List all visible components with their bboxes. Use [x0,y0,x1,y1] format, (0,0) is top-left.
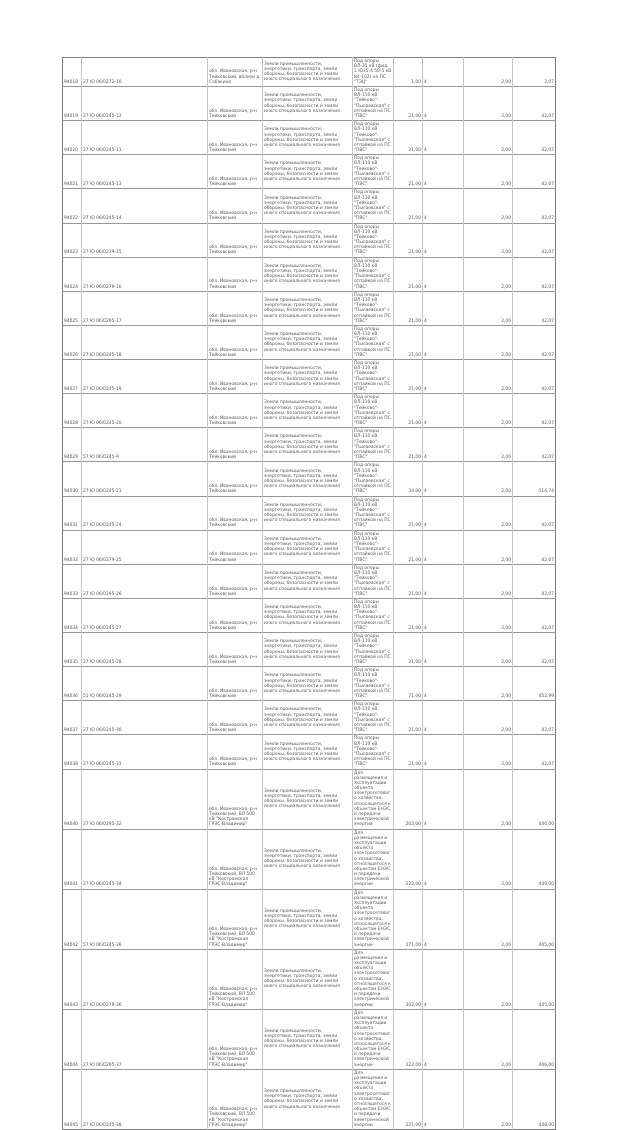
table-cell-code-value: 4 [423,701,464,735]
table-cell-area-value: 202,00 [394,769,423,829]
table-cell-value-3: 446,00 [513,769,556,829]
table-cell-row-id: 94030 [63,462,82,496]
table-cell-address: обл. Ивановская, р-н Тейковский [208,87,263,121]
table-cell-land-category: Земли промышленности, энергетики, транспорта, земли обороны, безопасности и земли иного специального назначения [263,633,353,667]
table-cell-area-value: 21,00 [394,633,423,667]
table-cell-code-value: 4 [423,394,464,428]
table-cell-land-category: Земли промышленности, энергетики, транспорта, земли обороны, безопасности и земли иного специального назначения [263,701,353,735]
table-cell-value-3: 42,07 [513,394,556,428]
table-row [63,701,556,735]
table-cell-value-2: 2,00 [464,598,513,632]
table-cell-value-2: 2,00 [464,121,513,155]
table-cell-permitted-use: Под опоры ВЛ-110 кВ "Тейково"-"Пылаевская" с отпайкой на ПС "ПВС" [353,155,394,189]
table-cell-doc-number: 27 Ю 06/0245-31 [82,735,208,769]
table-cell-permitted-use: Для размещения и эксплуатации объекта электросетевого хозяйства, относящегося к объектам ЕНЭС, и передачи электрической энергии [353,949,394,1009]
table-row [63,360,556,394]
table-cell-address: обл. Ивановская, р-н Тейковский [208,701,263,735]
table-cell-value-2: 2,00 [464,325,513,359]
table-row [63,462,556,496]
table-row [63,291,556,325]
table-cell-value-2: 2,00 [464,949,513,1009]
registry-table [62,57,556,1130]
table-cell-code-value: 4 [423,1069,464,1129]
table-cell-code-value: 4 [423,598,464,632]
table-cell-address: обл. Ивановская, р-н Тейковский, ВЛ 500 кВ "Костромская ГРЭС-Владимир" [208,1009,263,1069]
table-cell-row-id: 94026 [63,325,82,359]
table-cell-code-value: 4 [423,1009,464,1069]
table-cell-row-id: 94031 [63,496,82,530]
table-cell-land-category: Земли промышленности, энергетики, транспорта, земли обороны, безопасности и земли иного специального назначения [263,394,353,428]
table-cell-area-value: 171,00 [394,889,423,949]
table-cell-area-value: 21,00 [394,257,423,291]
table-cell-area-value: 71,00 [394,667,423,701]
table-row [63,889,556,949]
table-cell-value-2: 2,00 [464,889,513,949]
table-cell-code-value: 4 [423,155,464,189]
table-cell-row-id: 94035 [63,633,82,667]
table-cell-land-category: Земли промышленности, энергетики, транспорта, земли обороны, безопасности и земли иного специального назначения [263,325,353,359]
table-cell-area-value: 1,00 [394,58,423,87]
table-cell-doc-number: 27 Ю 06/0245-27 [82,598,208,632]
table-cell-code-value: 4 [423,121,464,155]
table-row [63,949,556,1009]
table-row [63,667,556,701]
table-cell-land-category: Земли промышленности, энергетики, транспорта, земли обороны, безопасности и земли иного специального назначения [263,1009,353,1069]
table-cell-address: обл. Ивановская, р-н Тейковский, ВЛ 500 кВ "Костромская ГРЭС-Владимир" [208,889,263,949]
table-row [63,564,556,598]
table-cell-area-value: 34,00 [394,462,423,496]
table-cell-value-3: 446,00 [513,1009,556,1069]
table-cell-land-category: Земли промышленности, энергетики, транспорта, земли обороны, безопасности и земли иного специального назначения [263,155,353,189]
table-cell-doc-number: 27 Ю 06/0295-37 [82,1009,208,1069]
table-cell-row-id: 94018 [64,79,78,85]
table-cell-permitted-use: Под опоры ВЛ-35 кВ (фид. 1 Ю35-4 50-5 кВ 84-102) на ПС "ТЭЦ" [353,58,394,87]
table-row [63,735,556,769]
table-cell-row-id: 94028 [63,394,82,428]
table-cell-area-value: 221,00 [394,1069,423,1129]
table-cell-value-3: 42,07 [513,428,556,462]
table-cell-permitted-use: Под опоры ВЛ-110 кВ "Тейково"-"Пылаевская" с отпайкой на ПС "ПВС" [353,667,394,701]
table-cell-value-2: 2,00 [464,667,513,701]
table-cell-land-category: Земли промышленности, энергетики, транспорта, земли обороны, безопасности и земли иного специального назначения [263,360,353,394]
table-row [63,223,556,257]
table-cell-land-category: Земли промышленности, энергетики, транспорта, земли обороны, безопасности и земли иного специального назначения [263,291,353,325]
table-cell-address: обл. Ивановская, р-н Тейковский [208,564,263,598]
table-cell-doc-number: 27 Ю 06/0245-38 [82,1069,208,1129]
table-row [63,769,556,829]
table-cell-value-3: 42,07 [513,325,556,359]
table-cell-row-id: 94022 [63,189,82,223]
table-row [63,121,556,155]
table-row [63,530,556,564]
table-cell-address: обл. Ивановская, р-н Тейковский [208,257,263,291]
table-cell-land-category: Земли промышленности, энергетики, транспорта, земли обороны, безопасности и земли иного специального назначения [263,530,353,564]
table-cell-address: обл. Ивановская, р-н Тейковский [208,121,263,155]
table-cell-value-3: 42,07 [513,223,556,257]
table-cell-area-value: 302,00 [394,949,423,1009]
table-cell-doc-number: 27 Ю 06/0245-24 [82,496,208,530]
table-cell-value-3: 449,00 [513,829,556,889]
table-row [63,189,556,223]
table-cell-row-id: 94043 [63,949,82,1009]
table-cell-value-3: 2,07 [513,58,556,87]
table-cell-value-3: 42,07 [513,87,556,121]
table-row [63,829,556,889]
table-cell-row-id: 94025 [63,291,82,325]
table-cell-area-value: 222,00 [394,1009,423,1069]
table-cell-code-value: 4 [423,633,464,667]
table-cell-permitted-use: Под опоры ВЛ-110 кВ "Тейково"-"Пылаевская" с отпайкой на ПС "ПВС" [353,735,394,769]
table-cell-code-value: 4 [423,530,464,564]
table-cell-area-value: 222,00 [394,829,423,889]
table-cell-area-value: 21,00 [394,598,423,632]
table-cell-value-2: 2,00 [464,189,513,223]
table-cell-value-3: 42,07 [513,257,556,291]
table-cell-land-category: Земли промышленности, энергетики, транспорта, земли обороны, безопасности и земли иного специального назначения [263,1069,353,1129]
table-cell-code-value: 4 [423,257,464,291]
table-cell-land-category: Земли промышленности, энергетики, транспорта, земли обороны, безопасности и земли иного специального назначения [263,189,353,223]
table-cell-land-category: Земли промышленности, энергетики, транспорта, земли обороны, безопасности и земли иного специального назначения [263,496,353,530]
table-cell-permitted-use: Под опоры ВЛ-110 кВ "Тейково"-"Пылаевская" с отпайкой на ПС "ПВС" [353,701,394,735]
table-cell-row-id: 94021 [63,155,82,189]
table-cell-value-2: 2,00 [464,462,513,496]
table-cell-code-value: 4 [423,223,464,257]
table-cell-land-category: Земли промышленности, энергетики, транспорта, земли обороны, безопасности и земли иного специального назначения [263,87,353,121]
table-cell-land-category: Земли промышленности, энергетики, транспорта, земли обороны, безопасности и земли иного специального назначения [263,462,353,496]
table-cell-code-value: 4 [423,58,464,87]
table-cell-code-value: 4 [423,87,464,121]
table-cell-value-3: 42,07 [513,121,556,155]
table-cell-address: обл. Ивановская, р-н Тейковский [208,598,263,632]
table-cell-address: обл. Ивановская, р-н Тейковский, вблизи д. Собакино [208,58,263,87]
table-cell-row-id: 94019 [63,87,82,121]
table-cell-address: обл. Ивановская, р-н Тейковский [208,428,263,462]
table-cell-address: обл. Ивановская, р-н Тейковский [208,325,263,359]
table-cell-land-category: Земли промышленности, энергетики, транспорта, земли обороны, безопасности и земли иного специального назначения [263,889,353,949]
table-cell-value-2: 2,00 [464,155,513,189]
table-cell-permitted-use: Под опоры ВЛ-110 кВ "Тейково"-"Пылаевская" с отпайкой на ПС "ПВС" [353,360,394,394]
table-cell-row-id: 94044 [63,1009,82,1069]
table-cell-code-value: 4 [423,889,464,949]
table-cell-doc-number: 57 Ю 06/0245-36 [82,889,208,949]
table-cell-value-2: 2,00 [464,428,513,462]
table-cell-address: обл. Ивановская, р-н Тейковский [208,667,263,701]
table-cell-area-value: 21,00 [394,428,423,462]
table-cell-area-value: 21,00 [394,87,423,121]
table-cell-area-value: 21,00 [394,701,423,735]
table-cell-value-3: 42,07 [513,633,556,667]
table-cell-value-2: 2,00 [464,1009,513,1069]
table-cell-value-3: 42,07 [513,735,556,769]
table-cell-address: обл. Ивановская, р-н Тейковский [208,223,263,257]
table-cell-land-category: Земли промышленности, энергетики, транспорта, земли обороны, безопасности и земли иного специального назначения [263,58,353,87]
table-row [63,1009,556,1069]
table-cell-code-value: 4 [423,735,464,769]
table-cell-permitted-use: Под опоры ВЛ-110 кВ "Тейково"-"Пылаевская" с отпайкой на ПС "ПВС" [353,189,394,223]
table-cell-value-3: 42,07 [513,564,556,598]
table-row [63,155,556,189]
table-cell-value-2: 2,00 [464,530,513,564]
table-cell-area-value: 21,00 [394,155,423,189]
table-cell-row-id: 94034 [63,598,82,632]
table-cell-address: обл. Ивановская, р-н Тейковский, ВЛ 500 кВ "Костромская ГРЭС-Владимир" [208,949,263,1009]
table-cell-land-category: Земли промышленности, энергетики, транспорта, земли обороны, безопасности и земли иного специального назначения [263,829,353,889]
table-cell-permitted-use: Под опоры ВЛ-110 кВ "Тейково"-"Пылаевская" с отпайкой на ПС "ПВС" [353,530,394,564]
table-cell-permitted-use: Под опоры ВЛ-110 кВ "Тейково"-"Пылаевская" с отпайкой на ПС "ПВС" [353,121,394,155]
table-cell-permitted-use: Для размещения и эксплуатации объекта электросетевого хозяйства, относящегося к объектам ЕНЭС, и передачи электрической энергии [353,769,394,829]
table-cell-area-value: 21,00 [394,496,423,530]
table-cell-value-2: 2,00 [464,701,513,735]
table-cell-permitted-use: Под опоры ВЛ-110 кВ "Тейково"-"Пылаевская" с отпайкой на ПС "ПВС" [353,291,394,325]
table-cell-area-value: 21,00 [394,291,423,325]
table-cell-value-3: 42,07 [513,360,556,394]
table-cell-doc-number: 27 Ю 06/0245-30 [82,701,208,735]
table-cell-value-2: 2,00 [464,291,513,325]
table-cell-code-value: 4 [423,360,464,394]
table-cell-land-category: Земли промышленности, энергетики, транспорта, земли обороны, безопасности и земли иного специального назначения [263,667,353,701]
table-cell-row-id: 94024 [63,257,82,291]
table-cell-address: обл. Ивановская, р-н Тейковский, ВЛ 500 кВ "Костромская ГРЭС-Владимир" [208,769,263,829]
table-cell-permitted-use: Под опоры ВЛ-110 кВ "Тейково"-"Пылаевская" с отпайкой на ПС "ПВС" [353,462,394,496]
table-cell-address: обл. Ивановская, р-н Тейковский [208,496,263,530]
table-cell-row-id: 94040 [63,769,82,829]
table-cell-doc-number: 27 Ю 06/0245-18 [82,325,208,359]
table-cell-permitted-use: Под опоры ВЛ-110 кВ "Тейково"-"Пылаевская" с отпайкой на ПС "ПВС" [353,325,394,359]
table-cell-value-3: 42,07 [513,155,556,189]
table-cell-doc-number: 27 Ю 06/0245-11 [82,121,208,155]
table-cell-address: обл. Ивановская, р-н Тейковский [208,189,263,223]
table-cell-address: обл. Ивановская, р-н Тейковский [208,394,263,428]
table-cell-doc-number: 51 Ю 06/0245-29 [82,667,208,701]
table-cell-doc-number: 27 Ю 06/0245-14 [82,189,208,223]
table-row [63,1069,556,1129]
table-cell-code-value: 4 [423,462,464,496]
table-cell-land-category: Земли промышленности, энергетики, транспорта, земли обороны, безопасности и земли иного специального назначения [263,949,353,1009]
table-cell-land-category: Земли промышленности, энергетики, транспорта, земли обороны, безопасности и земли иного специального назначения [263,769,353,829]
table-cell-code-value: 4 [423,428,464,462]
table-cell-doc-number: 27 Ю 06/0245-12 [82,87,208,121]
table-cell-address: обл. Ивановская, р-н Тейковский, ВЛ 500 кВ "Костромская ГРЭС-Владимир" [208,829,263,889]
table-cell-doc-number: 27 Ю 06/0245-19 [82,360,208,394]
table-cell-doc-number: 27 Ю 06/0279-36 [82,949,208,1009]
table-cell-doc-number: 27 Ю 06/0245-20 [82,394,208,428]
table-cell-code-value: 4 [423,189,464,223]
table-cell-row-id: 94023 [63,223,82,257]
table-cell-area-value: 21,00 [394,360,423,394]
table-cell-code-value: 4 [423,829,464,889]
table-cell-code-value: 4 [423,291,464,325]
table-cell-address: обл. Ивановская, р-н Тейковский [208,633,263,667]
table-cell-doc-number: 27 Ю 06/0245-13 [82,155,208,189]
table-cell-value-2: 2,00 [464,735,513,769]
table-row [63,428,556,462]
table-cell-row-id: 94042 [63,889,82,949]
table-cell-address: обл. Ивановская, р-н Тейковский [208,530,263,564]
table-cell-permitted-use: Для размещения и эксплуатации объекта электросетевого хозяйства, относящегося к объектам ЕНЭС, и передачи электрической энергии [353,829,394,889]
table-cell-value-2: 2,00 [464,564,513,598]
table-cell-code-value: 4 [423,949,464,1009]
table-cell-land-category: Земли промышленности, энергетики, транспорта, земли обороны, безопасности и земли иного специального назначения [263,223,353,257]
table-row [63,496,556,530]
table-cell-value-3: 114,74 [513,462,556,496]
table-cell-value-2: 2,00 [464,829,513,889]
table-cell-doc-number: 27 Ю 06/0279-25 [82,530,208,564]
table-cell-area-value: 21,00 [394,223,423,257]
table-cell-permitted-use: Под опоры ВЛ-110 кВ "Тейково"-"Пылаевская" с отпайкой на ПС "ПВС" [353,87,394,121]
table-cell-area-value: 21,00 [394,394,423,428]
table-cell-value-2: 2,00 [464,633,513,667]
table-cell-doc-number: 27 Ю 06/0295-26 [82,564,208,598]
table-cell-doc-number: 27 Ю 06/0245-28 [82,633,208,667]
table-cell-address: обл. Ивановская, р-н Тейковский, ВЛ 500 кВ "Костромская ГРЭС-Владимир" [208,1069,263,1129]
table-row [63,257,556,291]
table-cell-value-2: 2,00 [464,496,513,530]
table-cell-doc-number: 27 Ю 06/0279-15 [82,223,208,257]
table-cell-value-3: 445,00 [513,949,556,1009]
table-cell-doc-number: 27 Ю 06/0279-16 [82,257,208,291]
table-cell-land-category: Земли промышленности, энергетики, транспорта, земли обороны, безопасности и земли иного специального назначения [263,257,353,291]
table-cell-permitted-use: Для размещения и эксплуатации объекта электросетевого хозяйства, относящегося к объектам ЕНЭС, и передачи электрической энергии [353,1009,394,1069]
table-cell-value-3: 42,07 [513,291,556,325]
table-cell-code-value: 4 [423,325,464,359]
table-cell-permitted-use: Под опоры ВЛ-110 кВ "Тейково"-"Пылаевская" с отпайкой на ПС "ПВС" [353,598,394,632]
table-cell-value-3: 448,00 [513,1069,556,1129]
table-cell-land-category: Земли промышленности, энергетики, транспорта, земли обороны, безопасности и земли иного специального назначения [263,564,353,598]
table-cell-permitted-use: Под опоры ВЛ-110 кВ "Тейково"-"Пылаевская" с отпайкой на ПС "ПВС" [353,496,394,530]
table-cell-row-id: 94038 [63,735,82,769]
table-cell-value-3: 42,07 [513,189,556,223]
table-cell-doc-number: 57 Ю 06/0245-9 [82,428,208,462]
table-cell-value-3: 445,00 [513,889,556,949]
table-cell-row-id: 94037 [63,701,82,735]
table-cell-row-id: 94029 [63,428,82,462]
table-cell-permitted-use: Для размещения и эксплуатации объекта электросетевого хозяйства, относящегося к объектам ЕНЭС, и передачи электрической энергии [353,889,394,949]
table-cell-address: обл. Ивановская, р-н Тейковский [208,735,263,769]
table-cell-code-value: 4 [423,769,464,829]
table-cell-doc-number: 27 Ю 06/0272-10 [82,58,208,87]
table-cell-value-2: 2,00 [464,223,513,257]
table-cell-doc-number: 27 Ю 06/0245-21 [82,462,208,496]
table-cell-value-2: 2,00 [464,769,513,829]
table-cell-permitted-use: Под опоры ВЛ-110 кВ "Тейково"-"Пылаевская" с отпайкой на ПС "ПВС" [353,564,394,598]
table-cell-row-id: 94032 [63,530,82,564]
table-cell-value-2: 2,00 [464,360,513,394]
table-cell-doc-number: 27 Ю 06/0295-17 [82,291,208,325]
table-cell-value-3: 452,99 [513,667,556,701]
table-cell-value-3: 42,07 [513,701,556,735]
table-row [63,58,556,87]
table-cell-area-value: 21,00 [394,530,423,564]
table-cell-code-value: 4 [423,496,464,530]
table-cell-address: обл. Ивановская, р-н Тейковский [208,360,263,394]
table-cell-doc-number: 27 Ю 06/0245-34 [82,829,208,889]
table-cell-permitted-use: Под опоры ВЛ-110 кВ "Тейково"-"Пылаевская" с отпайкой на ПС "ПВС" [353,257,394,291]
table-cell-land-category: Земли промышленности, энергетики, транспорта, земли обороны, безопасности и земли иного специального назначения [263,428,353,462]
table-cell-address: обл. Ивановская, р-н Тейковский [208,291,263,325]
table-row [63,394,556,428]
table-row [63,87,556,121]
table-cell-code-value: 4 [423,564,464,598]
table-cell-permitted-use: Под опоры ВЛ-110 кВ "Тейково"-"Пылаевская" с отпайкой на ПС "ПВС" [353,633,394,667]
table-cell-address: обл. Ивановская, р-н Тейковский [208,462,263,496]
table-cell-value-2: 2,00 [464,257,513,291]
table-cell-land-category: Земли промышленности, энергетики, транспорта, земли обороны, безопасности и земли иного специального назначения [263,735,353,769]
table-cell-permitted-use: Под опоры ВЛ-110 кВ "Тейково"-"Пылаевская" с отпайкой на ПС "ПВС" [353,394,394,428]
table-cell-code-value: 4 [423,667,464,701]
table-cell-row-id: 94041 [63,829,82,889]
table-cell-value-2: 2,00 [464,394,513,428]
table-cell-area-value: 21,00 [394,564,423,598]
table-cell-value-2: 2,00 [464,1069,513,1129]
table-cell-row-id: 94045 [63,1069,82,1129]
table-cell-row-id: 94020 [63,121,82,155]
table-cell-row-id: 94027 [63,360,82,394]
table-cell-address: обл. Ивановская, р-н Тейковский [208,155,263,189]
table-row [63,325,556,359]
table-cell-row-id: 94033 [63,564,82,598]
table-cell-area-value: 21,00 [394,325,423,359]
table-cell-permitted-use: Для размещения и эксплуатации объекта электросетевого хозяйства, относящегося к объектам ЕНЭС, и передачи электрической энергии [353,1069,394,1129]
table-cell-row-id: 94036 [63,667,82,701]
table-cell-permitted-use: Под опоры ВЛ-110 кВ "Тейково"-"Пылаевская" с отпайкой на ПС "ПВС" [353,428,394,462]
table-cell-value-3: 42,07 [513,496,556,530]
table-cell-area-value: 21,00 [394,735,423,769]
table-cell-value-3: 42,07 [513,530,556,564]
table-row [63,633,556,667]
table-cell-land-category: Земли промышленности, энергетики, транспорта, земли обороны, безопасности и земли иного специального назначения [263,121,353,155]
table-cell-area-value: 21,00 [394,189,423,223]
table-cell-area-value: 21,00 [394,121,423,155]
table-cell-land-category: Земли промышленности, энергетики, транспорта, земли обороны, безопасности и земли иного специального назначения [263,598,353,632]
table-cell-doc-number: 27 Ю 06/0295-32 [82,769,208,829]
table-cell-permitted-use: Под опоры ВЛ-110 кВ "Тейково"-"Пылаевская" с отпайкой на ПС "ПВС" [353,223,394,257]
table-cell-value-2: 2,00 [464,87,513,121]
table-cell-value-3: 42,07 [513,598,556,632]
table-body [63,58,556,1130]
table-row [63,598,556,632]
table-cell-value-2: 2,00 [464,58,513,87]
